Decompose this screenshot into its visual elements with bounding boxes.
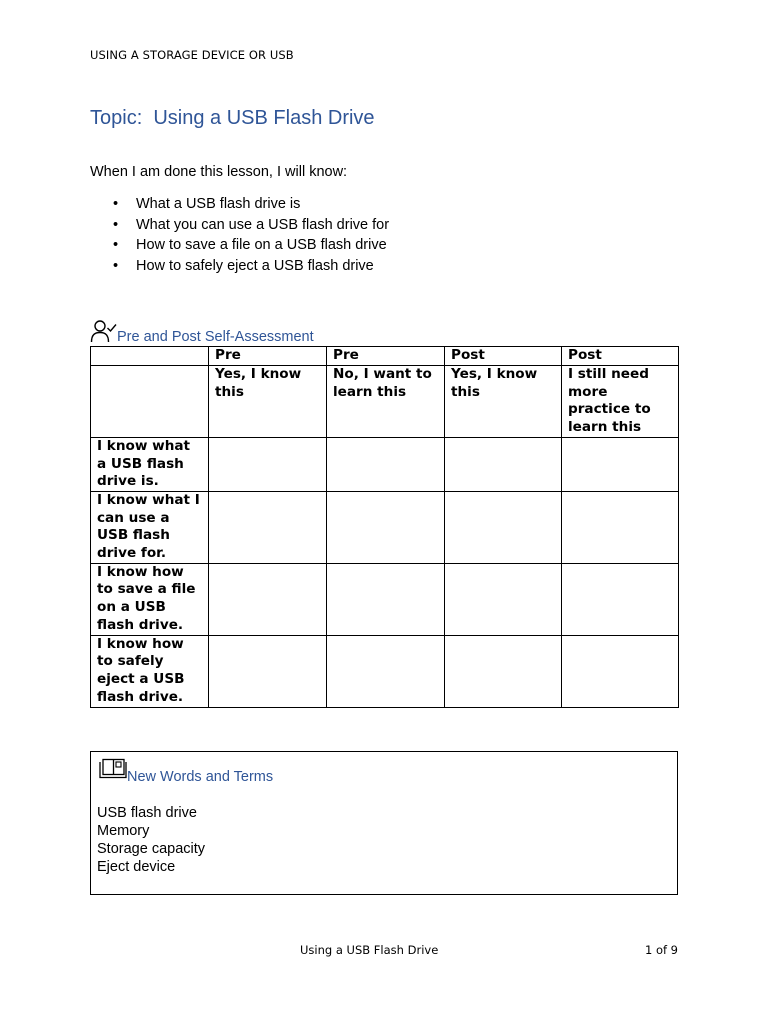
self-assessment-table — [90, 346, 679, 708]
table-header-cell: Pre — [209, 347, 327, 366]
table-header-row — [91, 347, 679, 366]
objective-text: How to save a file on a USB flash drive — [136, 237, 387, 253]
response-cell[interactable] — [445, 563, 562, 635]
response-cell[interactable] — [209, 437, 327, 491]
list-item — [90, 215, 389, 236]
response-cell[interactable] — [445, 437, 562, 491]
list-item — [90, 256, 389, 277]
terms-list — [97, 804, 205, 876]
table-row — [91, 491, 679, 563]
statement-cell: I know what a USB flash drive is. — [91, 437, 209, 491]
list-item: Storage capacity — [97, 841, 206, 857]
table-row — [91, 563, 679, 635]
list-item — [90, 235, 389, 256]
response-cell[interactable] — [562, 437, 679, 491]
table-row — [91, 437, 679, 491]
page-header: USING A STORAGE DEVICE OR USB — [90, 48, 294, 62]
table-subheader-cell: I still need more practice to learn this — [562, 366, 679, 438]
table-header-cell — [91, 347, 209, 366]
assessment-title: Pre and Post Self-Assessment — [117, 329, 314, 345]
table-header-cell: Post — [562, 347, 679, 366]
response-cell[interactable] — [562, 563, 679, 635]
response-cell[interactable] — [445, 635, 562, 707]
response-cell[interactable] — [209, 563, 327, 635]
table-header-cell: Pre — [327, 347, 445, 366]
table-subheader-cell: Yes, I know this — [209, 366, 327, 438]
objective-text: What you can use a USB flash drive for — [136, 216, 390, 233]
page-number: 1 of 9 — [644, 943, 678, 957]
new-words-heading — [99, 758, 273, 785]
topic-title: Topic: Using a USB Flash Drive — [90, 107, 375, 129]
response-cell[interactable] — [327, 491, 445, 563]
book-icon — [99, 758, 127, 785]
new-words-title: New Words and Terms — [127, 769, 274, 785]
table-subheader-row — [91, 366, 679, 438]
assessment-heading — [90, 315, 314, 345]
bullet-icon: • — [113, 237, 119, 253]
bullet-icon: • — [113, 257, 119, 274]
response-cell[interactable] — [327, 437, 445, 491]
list-item: Eject device — [97, 859, 176, 875]
bullet-icon: • — [113, 196, 119, 212]
objective-text: How to safely eject a USB flash drive — [136, 257, 374, 274]
objectives-list — [90, 194, 389, 276]
bullet-icon: • — [113, 216, 119, 233]
response-cell[interactable] — [327, 563, 445, 635]
footer-title: Using a USB Flash Drive — [300, 943, 439, 957]
response-cell[interactable] — [209, 635, 327, 707]
response-cell[interactable] — [327, 635, 445, 707]
statement-cell: I know how to save a file on a USB flash drive. — [91, 563, 209, 635]
response-cell[interactable] — [445, 491, 562, 563]
statement-cell: I know what I can use a USB flash drive for. — [91, 491, 209, 563]
table-subheader-cell: Yes, I know this — [445, 366, 562, 438]
response-cell[interactable] — [562, 491, 679, 563]
list-item: USB flash drive — [97, 805, 197, 821]
new-words-box — [90, 751, 678, 895]
table-row — [91, 635, 679, 707]
table-subheader-cell: No, I want to learn this — [327, 366, 445, 438]
response-cell[interactable] — [562, 635, 679, 707]
table-subheader-cell — [91, 366, 209, 438]
table-header-cell: Post — [445, 347, 562, 366]
list-item — [90, 194, 389, 215]
list-item: Memory — [97, 823, 150, 839]
person-check-icon — [90, 319, 117, 345]
statement-cell: I know how to safely eject a USB flash drive. — [91, 635, 209, 707]
response-cell[interactable] — [209, 491, 327, 563]
intro-text: When I am done this lesson, I will know: — [90, 164, 348, 180]
objective-text: What a USB flash drive is — [136, 196, 301, 212]
